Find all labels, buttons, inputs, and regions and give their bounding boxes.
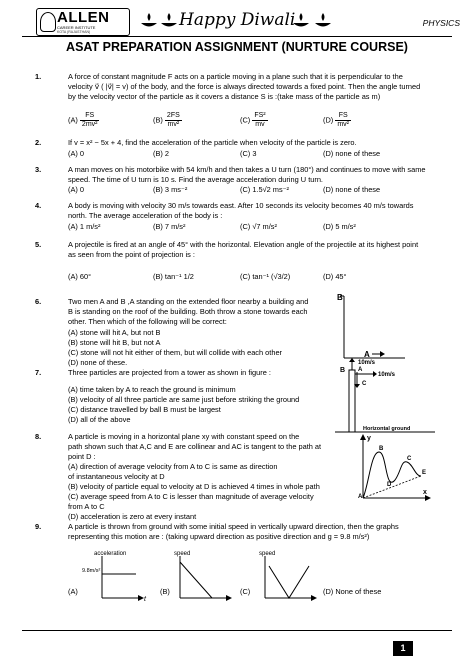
t-axis-label: t xyxy=(144,596,146,603)
option: (C) distance travelled by ball B must be largest xyxy=(68,405,221,414)
question-line: A particle is thrown from ground with some initial speed in vertically upward direction, then the graphs xyxy=(68,522,399,531)
diya-lamp-icon xyxy=(139,12,159,30)
diwali-banner xyxy=(139,10,335,32)
question-text xyxy=(68,522,448,542)
allen-logo xyxy=(36,8,130,36)
options-list xyxy=(68,462,358,522)
question-line: point D : xyxy=(68,452,96,461)
options-list xyxy=(68,328,358,368)
ball-b-label: B xyxy=(340,367,346,374)
logo-name: ALLEN xyxy=(57,9,110,26)
footer-rule xyxy=(22,630,452,631)
option: (C) average speed from A to C is lesser than magnitude of average velocity xyxy=(68,492,314,501)
path-figure xyxy=(355,432,435,507)
question-number: 2. xyxy=(35,138,42,147)
point-b-label: B xyxy=(337,293,343,302)
option: (D) $\frac{FS}{\text{mv²}}$ xyxy=(323,112,349,128)
question-text: If v = x² − 5x + 4, find the acceleration of the particle when velocity of the particle is zero. xyxy=(68,138,357,147)
option: (D) none of these. xyxy=(68,358,128,367)
ball-c-label: C xyxy=(362,381,367,387)
arrow-head-icon xyxy=(226,595,232,601)
option: (B) $\frac{2FS}{\text{mv²}}$ xyxy=(153,112,180,128)
building-figure xyxy=(330,288,410,368)
option: (C) 3 xyxy=(240,149,257,158)
option: (C) 1.5√2 ms⁻² xyxy=(240,185,290,194)
option: (D) all of the above xyxy=(68,415,131,424)
graph-line xyxy=(269,566,309,598)
option: (D) 5 m/s² xyxy=(323,222,356,231)
x-axis-label: x xyxy=(423,489,427,496)
logo-subtitle-2: KOTA (RAJASTHAN) xyxy=(57,30,91,34)
question-line: speed. The time of U turn is 10 s. Find the average acceleration during U turn. xyxy=(68,175,323,184)
option: (A) stone will hit A, but not B xyxy=(68,328,161,337)
line-ace xyxy=(363,476,421,498)
page-number: 1 xyxy=(393,641,413,656)
option: (A) direction of average velocity from A to C is same as direction xyxy=(68,462,278,471)
option: (D) none of these xyxy=(323,185,381,194)
option: (D) none of these xyxy=(323,149,381,158)
point-a-label: A xyxy=(358,494,363,500)
question-text xyxy=(68,165,448,185)
point-a-label: A xyxy=(364,350,370,359)
graph-line xyxy=(180,562,212,598)
question-line: A force of constant magnitude F acts on a particle moving in a plane such that it is perpendicular to the xyxy=(68,72,403,81)
y-axis-label: y xyxy=(367,435,371,442)
page-title: ASAT PREPARATION ASSIGNMENT (NURTURE COURSE) xyxy=(66,40,408,54)
option: (C) tan⁻¹ (√3/2) xyxy=(240,272,291,281)
diya-lamp-icon xyxy=(159,12,179,30)
option: of instantaneous velocity at D xyxy=(68,472,165,481)
option: (B) xyxy=(160,587,170,596)
tower xyxy=(349,370,355,432)
question-line: A particle is moving in a horizontal plane xy with constant speed on the xyxy=(68,432,300,441)
ball-a-label: A xyxy=(358,367,363,373)
question-line: A projectile is fired at an angle of 45° with the horizontal. Elevation angle of the projectile at its highest point xyxy=(68,240,419,249)
logo-subtitle: CAREER INSTITUTE xyxy=(57,25,96,30)
question-line: Two men A and B ,A standing on the extended floor nearby a building and xyxy=(68,297,309,306)
question-text: Three particles are projected from a tower as shown in figure : xyxy=(68,368,271,377)
arrow-head-icon xyxy=(349,358,355,362)
question-number: 8. xyxy=(35,432,42,441)
point-c-label: C xyxy=(407,456,412,462)
speed-label: 10m/s xyxy=(358,360,376,366)
question-text xyxy=(68,432,353,462)
question-number: 6. xyxy=(35,297,42,306)
axis-label: speed xyxy=(174,551,191,557)
question-line: by the velocity vector of the particle as it covers a distance S is :(take mass of the particle as m) xyxy=(68,92,381,101)
option: (D) None of these xyxy=(323,587,382,596)
question-line: as seen from the point of projection is : xyxy=(68,250,195,259)
arrow-head-icon xyxy=(373,371,377,377)
option: (D) acceleration is zero at every instant xyxy=(68,512,197,521)
option: (B) 3 ms⁻² xyxy=(153,185,188,194)
graph-c-speed xyxy=(255,548,325,604)
question-text xyxy=(68,297,333,327)
point-d-label: D xyxy=(387,482,392,488)
option: (B) tan⁻¹ 1/2 xyxy=(153,272,194,281)
ground-label: Horizontal ground xyxy=(363,426,411,432)
arrow-head-icon xyxy=(311,595,317,601)
option: (C) $\frac{\text{FS²}}{mv}$ xyxy=(240,112,266,128)
question-line: A body is moving with velocity 30 m/s towards east. After 10 seconds its velocity becomes 40 m/s towards xyxy=(68,201,414,210)
question-line: B is standing on the roof of the building. Both throw a stone towards each xyxy=(68,307,308,316)
banner-text: Happy Diwali xyxy=(179,10,296,30)
subject-label: PHYSICS xyxy=(422,18,460,28)
option: (A) $\frac{FS}{\text{2mv²}}$ xyxy=(68,112,98,128)
question-number: 9. xyxy=(35,522,42,531)
speed-label: 10m/s xyxy=(378,372,396,378)
option: (A) 1 m/s² xyxy=(68,222,101,231)
option: (A) 0 xyxy=(68,149,85,158)
option: (B) 2 xyxy=(153,149,170,158)
option: (B) 7 m/s² xyxy=(153,222,186,231)
question-line: A man moves on his motorbike with 54 km/h and then takes a U turn (180°) and continues to move with same xyxy=(68,165,426,174)
option: (A) time taken by A to reach the ground is minimum xyxy=(68,385,236,394)
option: (B) velocity of all three particle are same just before striking the ground xyxy=(68,395,300,404)
question-line: north. The average acceleration of the body is : xyxy=(68,211,223,220)
question-number: 5. xyxy=(35,240,42,249)
question-text xyxy=(68,72,448,102)
graph-b-speed xyxy=(170,548,240,604)
options-list xyxy=(68,385,353,425)
point-e-label: E xyxy=(422,470,427,476)
option: from A to C xyxy=(68,502,105,511)
question-number: 7. xyxy=(35,368,42,377)
arrow-head-icon xyxy=(380,351,385,357)
option: (A) 60° xyxy=(68,272,92,281)
page-header xyxy=(8,4,466,38)
question-text xyxy=(68,201,448,221)
question-line: representing this motion are : (taking upward direction as positive direction and g = 9.8 m/s²) xyxy=(68,532,370,541)
option: (C) stone will not hit either of them, but will collide with each other xyxy=(68,348,283,357)
option: (D) 45° xyxy=(323,272,347,281)
question-line: velocity v⃗ ( |v⃗| = v) of the body, and the force is always directed towards a fixed point. Then the angle turned xyxy=(68,82,421,91)
question-line: other. Then which of the following will be correct: xyxy=(68,317,227,326)
option: (B) velocity of particle equal to velocity at D is achieved 4 times in whole path xyxy=(68,482,320,491)
tower-figure xyxy=(335,358,445,438)
question-number: 3. xyxy=(35,165,42,174)
question-number: 4. xyxy=(35,201,42,210)
point-b-label: B xyxy=(379,446,384,452)
option: (B) stone will hit B, but not A xyxy=(68,338,161,347)
option: (A) xyxy=(68,587,78,596)
question-line: path shown such that A,C and E are collinear and AC is tangent to the path at xyxy=(68,442,322,451)
diya-lamp-icon xyxy=(313,12,333,30)
acceleration-value: 9.8m/s² xyxy=(82,568,101,574)
question-text xyxy=(68,240,448,260)
question-number: 1. xyxy=(35,72,42,81)
diya-lamp-icon xyxy=(291,12,311,30)
option: (C) √7 m/s² xyxy=(240,222,277,231)
axis-label: acceleration xyxy=(94,551,127,557)
header-rule xyxy=(22,36,452,37)
graph-a-acceleration xyxy=(82,548,152,604)
option: (C) xyxy=(240,587,251,596)
option: (A) 0 xyxy=(68,185,85,194)
arrow-head-icon xyxy=(360,434,366,440)
particle-path xyxy=(363,452,421,498)
axis-label: speed xyxy=(259,551,276,557)
allen-emblem-icon xyxy=(40,12,56,32)
